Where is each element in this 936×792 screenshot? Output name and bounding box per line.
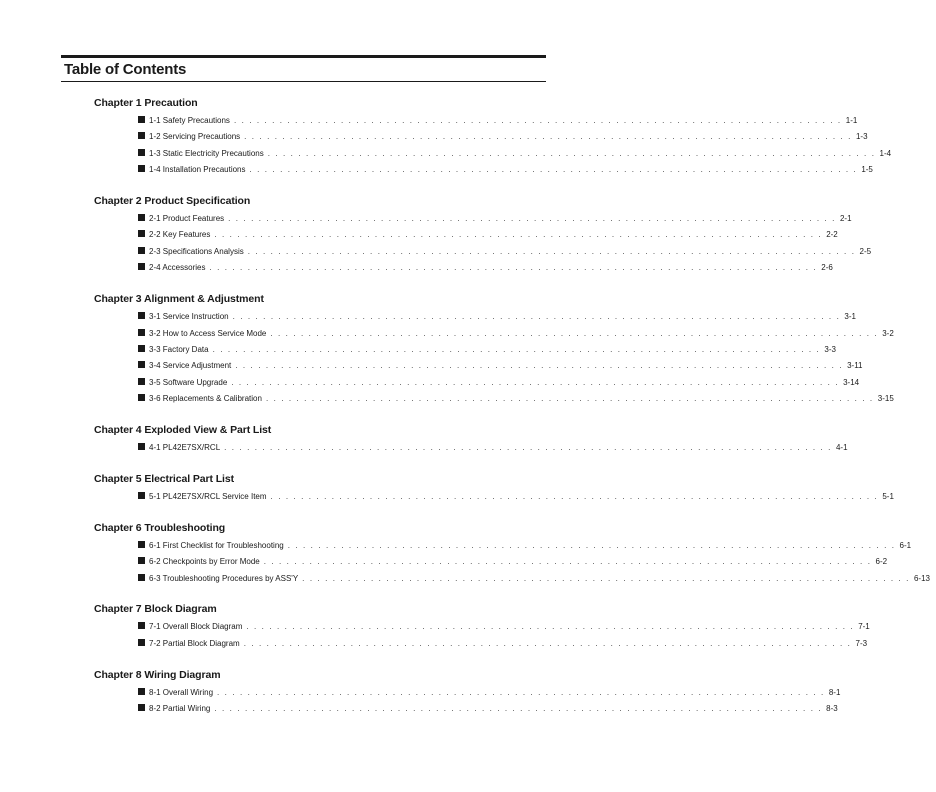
- toc-entry[interactable]: [138, 636, 868, 652]
- dot-leader: . . . . . . . . . . . . . . . . . . . . . . . . . . . . . . . . . . . . . . . . . . . . . . . . . . . . . . . . . . . . . . . . . . . . . . . . . . . . . . . .: [244, 132, 852, 142]
- dot-leader: . . . . . . . . . . . . . . . . . . . . . . . . . . . . . . . . . . . . . . . . . . . . . . . . . . . . . . . . . . . . . . . . . . . . . . . . . . . . . . . .: [270, 491, 879, 501]
- toc-entry-page-number: 3-15: [877, 394, 894, 404]
- toc-entry-label: 2-3 Specifications Analysis: [149, 246, 244, 256]
- square-bullet-icon: [138, 263, 145, 270]
- chapter-title[interactable]: Chapter 7 Block Diagram: [94, 603, 217, 616]
- toc-entry-page-number: 6-1: [899, 540, 912, 550]
- toc-entry-page-number: 8-3: [826, 704, 838, 714]
- toc-entry-label: 3-2 How to Access Service Mode: [149, 328, 267, 338]
- toc-entry-page-number: 3-2: [882, 328, 894, 338]
- chapter-section: [94, 194, 872, 277]
- toc-entry[interactable]: [138, 571, 930, 587]
- dot-leader: . . . . . . . . . . . . . . . . . . . . . . . . . . . . . . . . . . . . . . . . . . . . . . . . . . . . . . . . . . . . . . . . . . . . . . . . . . . . . . . .: [247, 246, 856, 256]
- toc-entry[interactable]: [138, 129, 868, 145]
- toc-entry-label: 8-2 Partial Wiring: [149, 704, 211, 714]
- toc-entry-page-number: 3-1: [844, 312, 856, 322]
- chapter-section: [94, 472, 894, 505]
- dot-leader: . . . . . . . . . . . . . . . . . . . . . . . . . . . . . . . . . . . . . . . . . . . . . . . . . . . . . . . . . . . . . . . . . . . . . . . . . . . . . . . .: [249, 165, 858, 175]
- toc-entry-page-number: 3-11: [847, 361, 863, 371]
- toc-entry-label: 2-2 Key Features: [149, 230, 211, 240]
- toc-entry[interactable]: [138, 554, 888, 570]
- toc-entry[interactable]: [138, 358, 863, 374]
- chapter-entries: [94, 309, 894, 407]
- toc-entry-page-number: 4-1: [835, 442, 848, 452]
- dot-leader: . . . . . . . . . . . . . . . . . . . . . . . . . . . . . . . . . . . . . . . . . . . . . . . . . . . . . . . . . . . . . . . . . . . . . . . . . . . . . . . .: [209, 263, 818, 273]
- toc-entry[interactable]: [138, 342, 836, 358]
- toc-entry-label: 5-1 PL42E7SX/RCL Service Item: [149, 491, 267, 501]
- dot-leader: . . . . . . . . . . . . . . . . . . . . . . . . . . . . . . . . . . . . . . . . . . . . . . . . . . . . . . . . . . . . . . . . . . . . . . . . . . . . . . . .: [214, 704, 823, 714]
- toc-entry-label: 8-1 Overall Wiring: [149, 687, 214, 697]
- chapter-section: [94, 668, 841, 718]
- toc-entry-label: 1-2 Servicing Precautions: [149, 132, 241, 142]
- toc-entry-label: 6-1 First Checklist for Troubleshooting: [149, 540, 284, 550]
- title-rule: [61, 81, 546, 82]
- chapter-title[interactable]: Chapter 1 Precaution: [94, 97, 198, 109]
- dot-leader: . . . . . . . . . . . . . . . . . . . . . . . . . . . . . . . . . . . . . . . . . . . . . . . . . . . . . . . . . . . . . . . . . . . . . . . . . . . . . . . .: [243, 638, 852, 648]
- square-bullet-icon: [138, 557, 145, 564]
- top-rule: [61, 55, 546, 58]
- toc-entry-label: 3-4 Service Adjustment: [149, 361, 232, 371]
- square-bullet-icon: [138, 443, 145, 450]
- toc-entry-page-number: 1-1: [845, 116, 858, 125]
- dot-leader: . . . . . . . . . . . . . . . . . . . . . . . . . . . . . . . . . . . . . . . . . . . . . . . . . . . . . . . . . . . . . . . . . . . . . . . . . . . . . . . .: [233, 116, 842, 125]
- dot-leader: . . . . . . . . . . . . . . . . . . . . . . . . . . . . . . . . . . . . . . . . . . . . . . . . . . . . . . . . . . . . . . . . . . . . . . . . . . . . . . . .: [270, 328, 879, 338]
- toc-entry-label: 1-3 Static Electricity Precautions: [149, 148, 264, 158]
- square-bullet-icon: [138, 639, 145, 646]
- toc-entry-page-number: 8-1: [828, 687, 841, 697]
- chapter-spacer: [94, 179, 524, 195]
- chapter-entries: [94, 113, 892, 179]
- toc-entry-page-number: 3-14: [843, 377, 860, 387]
- chapter-entries: [94, 211, 872, 277]
- toc-entry-page-number: 2-5: [859, 246, 872, 256]
- toc-entry-page-number: 3-3: [824, 344, 836, 354]
- square-bullet-icon: [138, 688, 145, 695]
- table-of-contents: [94, 96, 930, 717]
- toc-entry[interactable]: [138, 146, 892, 162]
- chapter-entries: [94, 538, 930, 587]
- toc-entry[interactable]: [138, 538, 912, 554]
- toc-entry[interactable]: [138, 113, 858, 129]
- toc-entry[interactable]: [138, 162, 873, 178]
- toc-entry-page-number: 2-2: [826, 230, 838, 240]
- toc-entry[interactable]: [138, 260, 833, 276]
- chapter-title[interactable]: Chapter 8 Wiring Diagram: [94, 668, 221, 681]
- toc-entry-label: 3-5 Software Upgrade: [149, 377, 228, 387]
- square-bullet-icon: [138, 492, 145, 499]
- toc-entry-label: 6-3 Troubleshooting Procedures by ASS'Y: [149, 573, 299, 583]
- chapter-section: [94, 96, 892, 179]
- dot-leader: . . . . . . . . . . . . . . . . . . . . . . . . . . . . . . . . . . . . . . . . . . . . . . . . . . . . . . . . . . . . . . . . . . . . . . . . . . . . . . . .: [217, 687, 825, 697]
- square-bullet-icon: [138, 394, 145, 401]
- page-title: Table of Contents: [64, 61, 187, 78]
- chapter-section: [94, 292, 894, 407]
- chapter-spacer: [94, 505, 524, 521]
- chapter-entries: [94, 619, 870, 652]
- toc-entry-page-number: 2-1: [839, 214, 852, 224]
- toc-entry-label: 6-2 Checkpoints by Error Mode: [149, 557, 260, 567]
- toc-entry[interactable]: [138, 489, 894, 505]
- dot-leader: . . . . . . . . . . . . . . . . . . . . . . . . . . . . . . . . . . . . . . . . . . . . . . . . . . . . . . . . . . . . . . . . . . . . . . . . . . . . . . . .: [246, 622, 855, 632]
- chapter-title[interactable]: Chapter 3 Alignment & Adjustment: [94, 293, 264, 306]
- square-bullet-icon: [138, 622, 145, 629]
- dot-leader: . . . . . . . . . . . . . . . . . . . . . . . . . . . . . . . . . . . . . . . . . . . . . . . . . . . . . . . . . . . . . . . . . . . . . . . . . . . . . . . .: [235, 361, 844, 371]
- square-bullet-icon: [138, 541, 145, 548]
- toc-entry[interactable]: [138, 701, 838, 717]
- toc-entry[interactable]: [138, 227, 838, 243]
- dot-leader: . . . . . . . . . . . . . . . . . . . . . . . . . . . . . . . . . . . . . . . . . . . . . . . . . . . . . . . . . . . . . . . . . . . . . . . . . . . . . . . .: [263, 557, 872, 567]
- toc-entry-page-number: 6-2: [875, 557, 888, 567]
- toc-entry-page-number: 7-3: [855, 638, 868, 648]
- dot-leader: . . . . . . . . . . . . . . . . . . . . . . . . . . . . . . . . . . . . . . . . . . . . . . . . . . . . . . . . . . . . . . . . . . . . . . . . . . . . . . . .: [302, 573, 910, 583]
- toc-entry-label: 7-1 Overall Block Diagram: [149, 622, 243, 632]
- square-bullet-icon: [138, 165, 145, 172]
- toc-entry-page-number: 5-1: [882, 491, 894, 501]
- chapter-title[interactable]: Chapter 6 Troubleshooting: [94, 521, 226, 534]
- dot-leader: . . . . . . . . . . . . . . . . . . . . . . . . . . . . . . . . . . . . . . . . . . . . . . . . . . . . . . . . . . . . . . . . . . . . . . . . . . . . . . . .: [232, 312, 841, 322]
- square-bullet-icon: [138, 574, 145, 581]
- dot-leader: . . . . . . . . . . . . . . . . . . . . . . . . . . . . . . . . . . . . . . . . . . . . . . . . . . . . . . . . . . . . . . . . . . . . . . . . . . . . . . . .: [224, 442, 832, 452]
- dot-leader: . . . . . . . . . . . . . . . . . . . . . . . . . . . . . . . . . . . . . . . . . . . . . . . . . . . . . . . . . . . . . . . . . . . . . . . . . . . . . . . .: [267, 148, 876, 158]
- chapter-title[interactable]: Chapter 2 Product Specification: [94, 195, 251, 208]
- chapter-spacer: [94, 456, 524, 472]
- square-bullet-icon: [138, 132, 145, 139]
- toc-entry[interactable]: [138, 211, 852, 227]
- dot-leader: . . . . . . . . . . . . . . . . . . . . . . . . . . . . . . . . . . . . . . . . . . . . . . . . . . . . . . . . . . . . . . . . . . . . . . . . . . . . . . . .: [214, 230, 823, 240]
- square-bullet-icon: [138, 704, 145, 711]
- toc-entry-label: 4-1 PL42E7SX/RCL: [149, 442, 221, 452]
- toc-entry[interactable]: [138, 309, 856, 325]
- chapter-spacer: [94, 407, 524, 423]
- chapter-entries: [94, 489, 894, 505]
- toc-entry-label: 1-4 Installation Precautions: [149, 165, 246, 175]
- square-bullet-icon: [138, 378, 145, 385]
- toc-entry[interactable]: [138, 685, 841, 701]
- toc-entry[interactable]: [138, 391, 894, 407]
- square-bullet-icon: [138, 247, 145, 254]
- toc-entry[interactable]: [138, 440, 848, 456]
- chapter-spacer: [94, 587, 524, 603]
- square-bullet-icon: [138, 361, 145, 368]
- dot-leader: . . . . . . . . . . . . . . . . . . . . . . . . . . . . . . . . . . . . . . . . . . . . . . . . . . . . . . . . . . . . . . . . . . . . . . . . . . . . . . . .: [265, 394, 874, 404]
- toc-entry[interactable]: [138, 244, 872, 260]
- toc-entry[interactable]: [138, 375, 860, 391]
- square-bullet-icon: [138, 230, 145, 237]
- dot-leader: . . . . . . . . . . . . . . . . . . . . . . . . . . . . . . . . . . . . . . . . . . . . . . . . . . . . . . . . . . . . . . . . . . . . . . . . . . . . . . . .: [228, 214, 836, 224]
- toc-entry-page-number: 7-1: [858, 622, 870, 632]
- square-bullet-icon: [138, 312, 145, 319]
- toc-entry-label: 1-1 Safety Precautions: [149, 116, 230, 125]
- chapter-section: [94, 423, 848, 456]
- chapter-section: [94, 521, 930, 587]
- toc-entry-label: 3-6 Replacements & Calibration: [149, 394, 262, 404]
- chapter-spacer: [94, 652, 524, 668]
- toc-entry-label: 2-4 Accessories: [149, 263, 206, 273]
- chapter-entries: [94, 685, 841, 718]
- square-bullet-icon: [138, 149, 145, 156]
- toc-entry-page-number: 2-6: [821, 263, 833, 273]
- toc-entry-label: 2-1 Product Features: [149, 214, 225, 224]
- toc-entry[interactable]: [138, 619, 870, 635]
- square-bullet-icon: [138, 345, 145, 352]
- toc-entry-label: 3-3 Factory Data: [149, 344, 209, 354]
- toc-entry-label: 7-2 Partial Block Diagram: [149, 638, 240, 648]
- chapter-entries: [94, 440, 848, 456]
- toc-entry-page-number: 6-13: [913, 573, 930, 583]
- toc-entry-page-number: 1-5: [861, 165, 873, 175]
- dot-leader: . . . . . . . . . . . . . . . . . . . . . . . . . . . . . . . . . . . . . . . . . . . . . . . . . . . . . . . . . . . . . . . . . . . . . . . . . . . . . . . .: [287, 540, 896, 550]
- square-bullet-icon: [138, 116, 145, 123]
- dot-leader: . . . . . . . . . . . . . . . . . . . . . . . . . . . . . . . . . . . . . . . . . . . . . . . . . . . . . . . . . . . . . . . . . . . . . . . . . . . . . . . .: [231, 377, 840, 387]
- toc-entry-page-number: 1-3: [855, 132, 868, 142]
- square-bullet-icon: [138, 214, 145, 221]
- toc-entry-page-number: 1-4: [879, 148, 892, 158]
- dot-leader: . . . . . . . . . . . . . . . . . . . . . . . . . . . . . . . . . . . . . . . . . . . . . . . . . . . . . . . . . . . . . . . . . . . . . . . . . . . . . . . .: [212, 344, 821, 354]
- chapter-title[interactable]: Chapter 5 Electrical Part List: [94, 472, 234, 485]
- chapter-title[interactable]: Chapter 4 Exploded View & Part List: [94, 423, 272, 436]
- chapter-section: [94, 602, 870, 652]
- toc-entry-label: 3-1 Service Instruction: [149, 312, 229, 322]
- chapter-spacer: [94, 277, 524, 293]
- toc-entry[interactable]: [138, 326, 894, 342]
- square-bullet-icon: [138, 329, 145, 336]
